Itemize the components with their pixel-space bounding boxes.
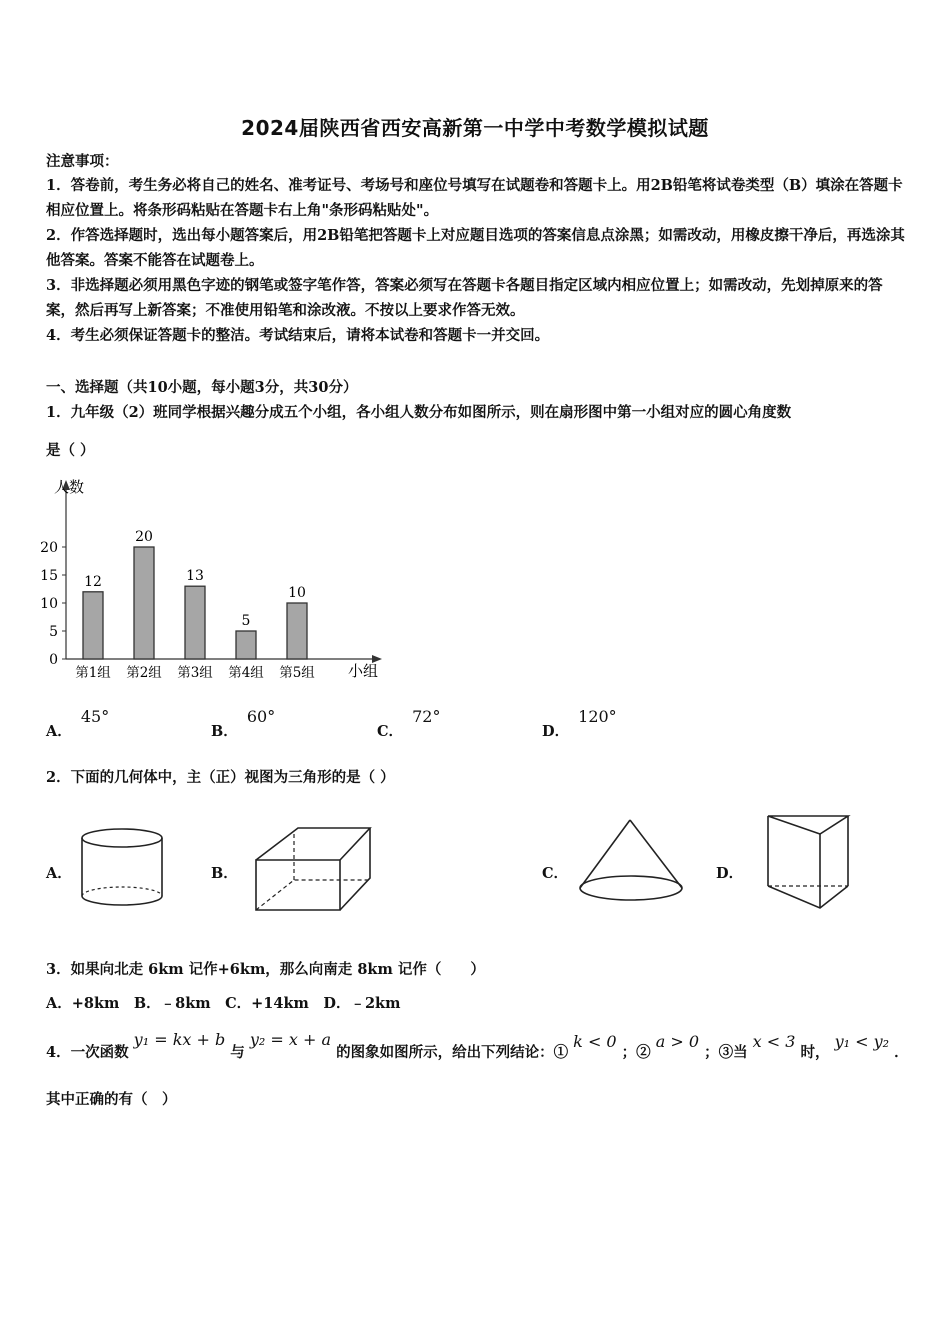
note-item-2: 2．作答选择题时，选出每小题答案后，用2B铅笔把答题卡上对应题目选项的答案信息点涂黑；如需改动，用橡皮擦干净后，再选涂其他答案。答案不能答在试题卷上。 [46, 227, 905, 269]
q3-options[interactable]: A．+8km B．﹣8km C．+14km D．﹣2km [46, 995, 401, 1012]
q1-option-a-value: 45° [80, 707, 110, 726]
cuboid-icon[interactable] [250, 824, 378, 914]
q4-conclusion-1: k < 0 [573, 1032, 617, 1051]
q1-option-b-value: 60° [246, 707, 276, 726]
q4-question: 其中正确的有（ ） [46, 1091, 177, 1108]
q2-option-a-label[interactable]: A． [46, 865, 72, 882]
q1-option-c-value: 72° [412, 707, 441, 726]
y-tick-label: 10 [40, 596, 58, 612]
q4-text [46, 1026, 909, 1067]
category-label: 第5组 [279, 665, 315, 681]
q4-conclusion-2: a > 0 [655, 1032, 700, 1051]
q4-statement: 的图象如图所示，给出下列结论：① [336, 1044, 569, 1061]
triangular-prism-icon[interactable] [762, 810, 854, 914]
q2-option-c-label[interactable]: C． [542, 865, 569, 882]
note-item-4: 4．考生必须保证答题卡的整洁。考试结束后，请将本试卷和答题卡一并交回。 [46, 327, 550, 344]
bar-value-label: 5 [241, 613, 251, 629]
cylinder-icon[interactable] [78, 826, 170, 914]
y-axis-label: 人数 [54, 478, 85, 496]
q1-option-b[interactable] [211, 707, 276, 741]
q4-function-1: y₁ = kx + b [133, 1030, 226, 1049]
q2-text: 2．下面的几何体中，主（正）视图为三角形的是（ ） [46, 769, 395, 786]
q1-option-c-label: C． [377, 723, 404, 740]
y-tick-label: 0 [49, 652, 58, 668]
q3-text: 3．如果向北走 6km 记作+6km，那么向南走 8km 记作（ ） [46, 961, 485, 978]
q4-end: ． [894, 1044, 909, 1061]
category-label: 第3组 [177, 665, 213, 681]
q1-option-d[interactable] [542, 707, 617, 741]
bar-value-label: 13 [186, 568, 204, 585]
category-label: 第4组 [228, 665, 264, 681]
bar-5 [287, 603, 307, 659]
q1-option-d-value: 120° [578, 707, 617, 726]
q1-option-d-label: D． [542, 723, 570, 740]
bar-chart [40, 474, 400, 688]
bar-3 [185, 586, 205, 659]
y-tick-label: 15 [40, 568, 58, 584]
note-item-1: 1．答卷前，考生务必将自己的姓名、准考证号、考场号和座位号填写在试题卷和答题卡上。用2B铅笔将试卷类型（B）填涂在答题卡相应位置上。将条形码粘贴在答题卡右上角"条形码粘贴处"。 [46, 177, 903, 219]
q4-prefix: 4．一次函数 [46, 1044, 129, 1061]
bar-4 [236, 631, 256, 659]
q1-option-a-label: A． [46, 723, 72, 740]
y-tick-label: 5 [49, 624, 58, 640]
notes-heading: 注意事项： [46, 153, 119, 170]
q4-function-2: y₂ = x + a [249, 1030, 332, 1049]
q4-sep-2: ；③当 [704, 1044, 748, 1061]
q4-conclusion-3: x < 3 [752, 1032, 796, 1051]
q1-text-2: 是（ ） [46, 442, 95, 459]
q2-option-d-label[interactable]: D． [716, 865, 744, 882]
bar-2 [134, 547, 154, 659]
page-title: 2024届陕西省西安高新第一中学中考数学模拟试题 [241, 116, 709, 140]
q1-option-c[interactable] [377, 707, 441, 741]
q4-conclusion-4: y₁ < y₂ [834, 1032, 890, 1051]
q1-option-a[interactable] [46, 707, 110, 741]
q4-sep-1: ；② [621, 1044, 651, 1061]
bar-value-label: 20 [135, 529, 153, 545]
bar-value-label: 12 [84, 573, 102, 590]
q4-sep-3: 时， [800, 1044, 830, 1061]
category-label: 第1组 [75, 665, 111, 681]
cone-icon[interactable] [574, 814, 690, 910]
section-heading: 一、选择题（共10小题，每小题3分，共30分） [46, 379, 358, 396]
q4-connector: 与 [230, 1044, 245, 1061]
q1-option-b-label: B． [211, 723, 238, 740]
bar-value-label: 10 [288, 585, 306, 601]
q2-option-b-label[interactable]: B． [211, 865, 238, 882]
bar-1 [83, 592, 103, 659]
category-label: 第2组 [126, 665, 162, 681]
q1-text: 1．九年级（2）班同学根据兴趣分成五个小组，各小组人数分布如图所示，则在扇形图中第一小组对应的圆心角度数 [46, 404, 792, 421]
y-tick-label: 20 [40, 540, 58, 556]
x-axis-label: 小组 [348, 662, 379, 680]
note-item-3: 3．非选择题必须用黑色字迹的钢笔或签字笔作答，答案必须写在答题卡各题目指定区域内相应位置上；如需改动，先划掉原来的答案，然后再写上新答案；不准使用铅笔和涂改液。不按以上要求作答无效。 [46, 277, 883, 319]
